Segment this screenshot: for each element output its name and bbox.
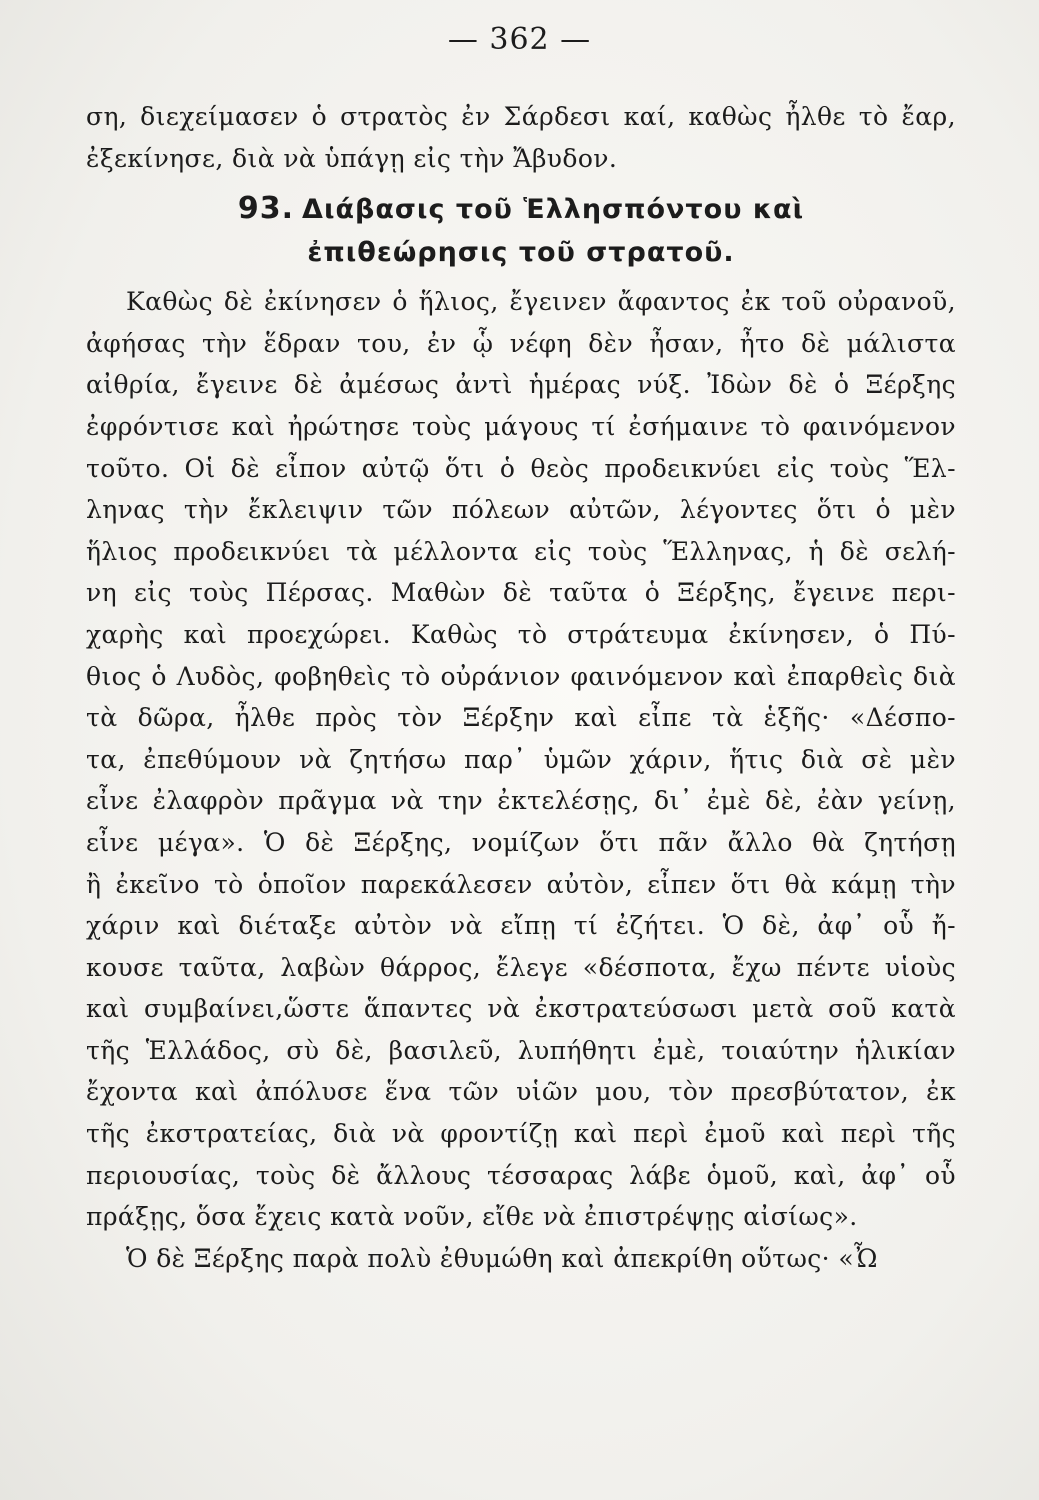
paragraph-first-line: Καθὼς δὲ ἐκίνησεν ὁ ἥλιος, ἔγεινεν ἄφαντος ἐκ τοῦ οὐρανοῦ, [126,287,956,317]
text-line: τῆς ἐκστρατείας, διὰ νὰ φροντίζῃ καὶ περὶ ἐμοῦ καὶ περὶ τῆς [86,1119,956,1149]
page-content [86,96,956,1279]
text-line: ἐξεκίνησε, διὰ νὰ ὑπάγῃ εἰς τὴν Ἄβυδον. [86,143,618,173]
text-line: ἔχοντα καὶ ἀπόλυσε ἕνα τῶν υἱῶν μου, τὸν πρεσβύτατον, ἐκ [86,1077,956,1107]
text-line: κουσε ταῦτα, λαβὼν θάρρος, ἔλεγε «δέσποτα, ἔχω πέντε υἱοὺς [86,952,956,982]
text-line: ση, διεχείμασεν ὁ στρατὸς ἐν Σάρδεσι καί, καθὼς ἦλθε τὸ ἔαρ, [86,102,956,131]
text-line: ἀφήσας τὴν ἕδραν του, ἐν ᾧ νέφη δὲν ἦσαν, ἦτο δὲ μάλιστα [86,328,956,358]
text-line: χαρὴς καὶ προεχώρει. Καθὼς τὸ στράτευμα ἐκίνησεν, ὁ Πύ- [86,619,956,649]
text-line: ἢ ἐκεῖνο τὸ ὁποῖον παρεκάλεσεν αὐτὸν, εἶπεν ὅτι θὰ κάμῃ τὴν [86,869,956,899]
text-line: ληνας τὴν ἔκλειψιν τῶν πόλεων αὐτῶν, λέγοντες ὅτι ὁ μὲν [86,495,956,525]
text-line: τῆς Ἑλλάδος, σὺ δὲ, βασιλεῦ, λυπήθητι ἐμὲ, τοιαύτην ἡλικίαν [86,1035,956,1065]
text-line: θιος ὁ Λυδὸς, φοβηθεὶς τὸ οὐράνιον φαινόμενον καὶ ἐπαρθεὶς διὰ [86,661,956,691]
text-line: τα, ἐπεθύμουν νὰ ζητήσω παρ᾽ ὑμῶν χάριν, ἥτις διὰ σὲ μὲν [86,744,956,774]
text-line: περιουσίας, τοὺς δὲ ἄλλους τέσσαρας λάβε ὁμοῦ, καὶ, ἀφ᾽ οὗ [86,1160,956,1190]
text-line: καὶ συμβαίνει,ὥστε ἅπαντες νὰ ἐκστρατεύσωσι μετὰ σοῦ κατὰ [86,994,956,1024]
page-number: — 362 — [447,22,592,57]
text-line: τὰ δῶρα, ἦλθε πρὸς τὸν Ξέρξην καὶ εἶπε τὰ ἑξῆς· «Δέσπο- [86,703,956,733]
paragraph-first-line: Ὁ δὲ Ξέρξης παρὰ πολὺ ἐθυμώθη καὶ ἀπεκρίθη οὕτως· «Ὦ [126,1243,878,1273]
text-line: χάριν καὶ διέταξε αὐτὸν νὰ εἴπῃ τί ἐζήτει. Ὁ δὲ, ἀφ᾽ οὗ ἤ- [86,911,956,941]
text-line: ἐφρόντισε καὶ ἠρώτησε τοὺς μάγους τί ἐσήμαινε τὸ φαινόμενον [86,411,956,441]
section-title-line2: ἐπιθεώρησις τοῦ στρατοῦ. [307,237,735,269]
section-number: 93. [237,191,295,227]
text-line: ἥλιος προδεικνύει τὰ μέλλοντα εἰς τοὺς Ἕλληνας, ἡ δὲ σελή- [86,536,956,566]
section-heading-continued [86,231,956,275]
text-line: αἰθρία, ἔγεινε δὲ ἀμέσως ἀντὶ ἡμέρας νύξ. Ἰδὼν δὲ ὁ Ξέρξης [86,370,956,400]
text-line: εἶνε ἐλαφρὸν πρᾶγμα νὰ την ἐκτελέσῃς, δι᾽ ἐμὲ δὲ, ἐὰν γείνῃ, [86,786,956,816]
text-line: νη εἰς τοὺς Πέρσας. Μαθὼν δὲ ταῦτα ὁ Ξέρξης, ἔγεινε περι- [86,578,956,608]
text-line: εἶνε μέγα». Ὁ δὲ Ξέρξης, νομίζων ὅτι πᾶν ἄλλο θὰ ζητήσῃ [86,827,956,857]
text-line: τοῦτο. Οἱ δὲ εἶπον αὐτῷ ὅτι ὁ θεὸς προδεικνύει εἰς τοὺς Ἕλ- [86,453,956,483]
text-line: πράξῃς, ὅσα ἔχεις κατὰ νοῦν, εἴθε νὰ ἐπιστρέψῃς αἰσίως». [86,1202,858,1232]
section-title-line1: Διάβασις τοῦ Ἑλλησπόντου καὶ [302,194,805,226]
section-heading [86,187,956,231]
